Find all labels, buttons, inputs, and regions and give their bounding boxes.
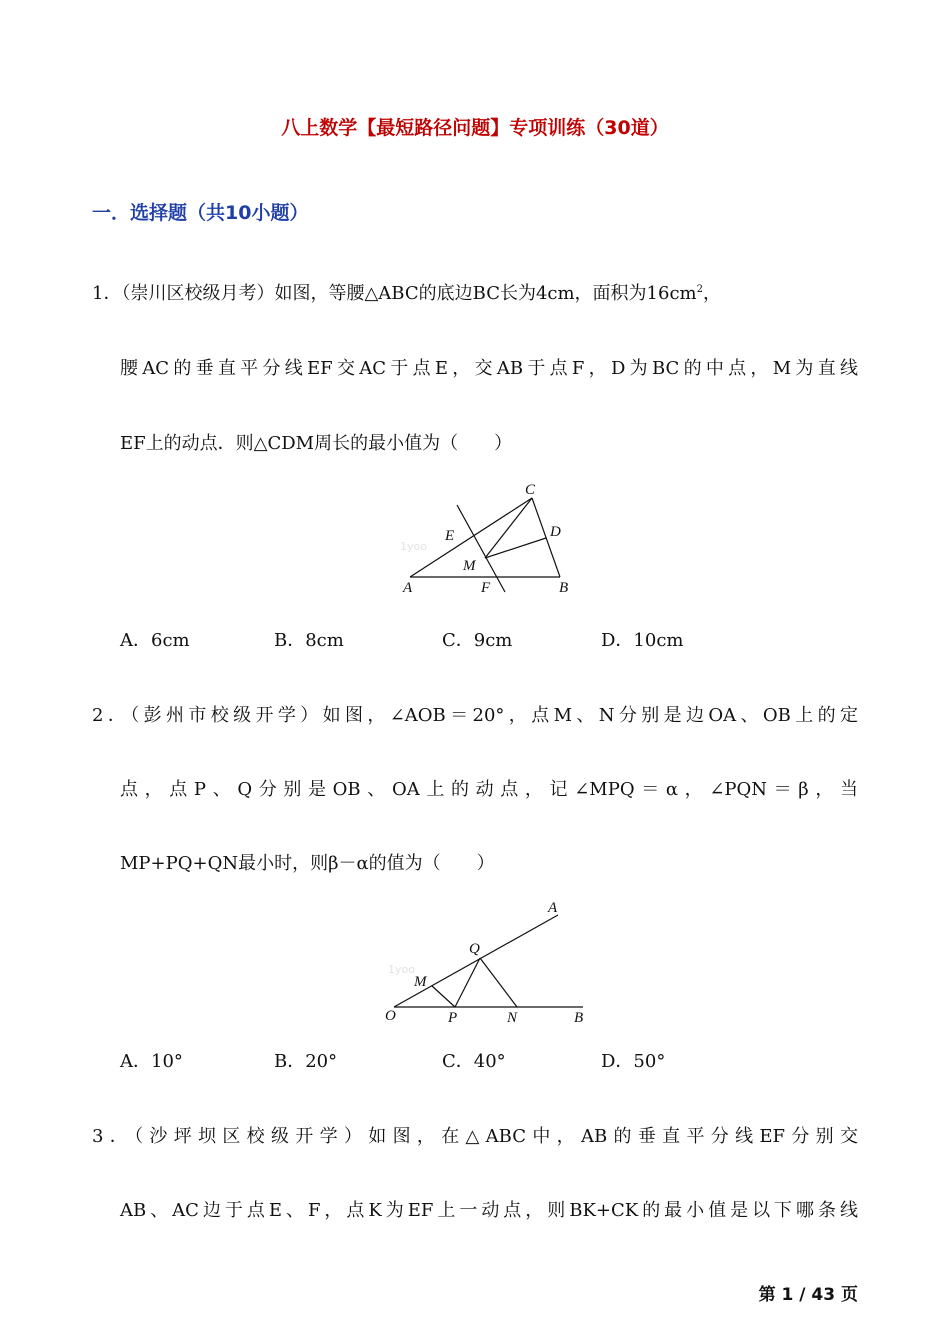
q1-figure (395, 478, 585, 600)
q2-option-a: A．10° (120, 1051, 183, 1072)
q1-label-a: A (403, 580, 413, 596)
q2-label-a: A (548, 900, 558, 916)
q1-label-m: M (463, 558, 476, 574)
q1-label-f: F (481, 580, 491, 596)
document-title: 八上数学【最短路径问题】专项训练（30道） (281, 117, 669, 139)
q2-option-b: B．20° (274, 1051, 338, 1072)
q1-superscript: 2 (696, 284, 703, 295)
q2-option-d: D．50° (601, 1051, 666, 1072)
q2-option-c: C．40° (442, 1051, 506, 1072)
q1-segment-cm (485, 498, 532, 558)
q2-label-o: O (385, 1008, 396, 1024)
q2-figure (380, 895, 590, 1030)
q2-label-q: Q (469, 941, 480, 957)
q1-option-d: D．10cm (601, 630, 684, 651)
q1-label-e: E (445, 528, 455, 544)
q1-line-1: 1．（崇川区校级月考）如图，等腰△ABC的底边BC长为4cm，面积为$16cm^2$， (92, 283, 721, 304)
q2-label-n: N (507, 1010, 518, 1026)
q1-line-3: EF上的动点．则△CDM周长的最小值为（ ） (120, 433, 513, 454)
q2-line-1: 2．（彭州市校级开学）如图，∠AOB＝20°，点M、N分别是边OA、OB上的定 (92, 705, 858, 726)
q3-line-2: AB、AC边于点E、F，点K为EF上一动点，则BK+CK的最小值是以下哪条线 (120, 1200, 858, 1221)
q1-label-c: C (525, 482, 536, 498)
q2-ray-oa (394, 915, 558, 1007)
q1-option-a: A．6cm (120, 630, 190, 651)
q2-line-2: 点，点P、Q分别是OB、OA上的动点，记∠MPQ＝α，∠PQN＝β，当 (120, 779, 858, 800)
q1-watermark: 1yoo (400, 540, 427, 553)
q2-line-3: MP+PQ+QN最小时，则β－α的值为（ ） (120, 853, 495, 874)
q2-segment-mp (432, 986, 455, 1007)
q2-label-m: M (414, 974, 427, 990)
q2-label-b: B (574, 1010, 584, 1026)
q1-option-b: B．8cm (274, 630, 344, 651)
section-heading: 一．选择题（共10小题） (92, 202, 309, 224)
q2-watermark: 1yoo (388, 963, 415, 976)
q2-segment-qn (480, 958, 517, 1007)
q1-option-c: C．9cm (442, 630, 513, 651)
q3-line-1: 3．（沙坪坝区校级开学）如图，在△ABC中，AB的垂直平分线EF分别交 (92, 1126, 858, 1147)
q1-segment-md (485, 538, 546, 558)
q2-label-p: P (448, 1010, 458, 1026)
q1-label-b: B (559, 580, 569, 596)
q1-line-2: 腰AC的垂直平分线EF交AC于点E，交AB于点F，D为BC的中点，M为直线 (120, 358, 858, 379)
q1-line-ef (457, 505, 505, 592)
q1-label-d: D (550, 524, 561, 540)
page-footer: 第 1 / 43 页 (758, 1285, 858, 1305)
